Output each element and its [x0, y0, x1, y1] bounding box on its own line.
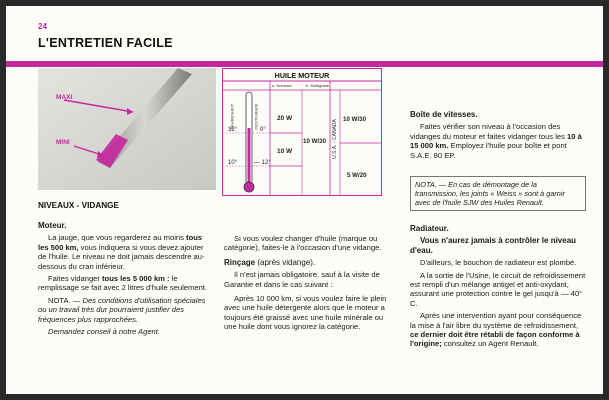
page-title: L'ENTRETIEN FACILE	[38, 36, 173, 50]
column-3-lower	[410, 224, 586, 352]
table-title: HUILE MOTEUR	[274, 71, 330, 80]
rincage-paragraph-1: Il n'est jamais obligatoire, sauf à la visite de Garantie et dans le cas suivant :	[224, 270, 380, 289]
section-title: NIVEAUX - VIDANGE	[38, 201, 119, 210]
moteur-nota: NOTA. — Des conditions d'utilisation spéciales ou un travail très dur pourraient justifier des fréquences plus rapprochées.	[38, 295, 206, 324]
radiateur-emphasis: Vous n'aurez jamais à contrôler le niveau d'eau.	[410, 236, 577, 255]
col-centigrade: CENTIGRADE	[253, 103, 259, 130]
column-3	[410, 110, 586, 163]
change-oil-paragraph: Si vous voulez changer d'huile (marque ou catégorie), faites-le à l'occasion d'une vidange.	[224, 234, 382, 253]
maxi-label: MAXI	[56, 94, 73, 101]
dipstick-illustration	[38, 68, 216, 190]
column-2	[224, 234, 390, 335]
col-multigrade: b. Multigrade	[306, 83, 330, 88]
moteur-nota-end: Demandez conseil à notre Agent.	[48, 327, 161, 337]
temp-c-high: 0°	[260, 127, 266, 133]
moteur-paragraph-2: Faites vidanger tous les 5 000 km : le remplissage se fait avec 2 litres d'huile seulement.	[38, 274, 208, 293]
col-region: U.S.A. - CANADA	[332, 119, 338, 159]
grade-5w20-usa: 5 W/20	[347, 172, 367, 179]
moteur-heading: Moteur.	[38, 221, 67, 230]
radiateur-paragraph-1: D'ailleurs, le bouchon de radiateur est plombé.	[420, 258, 577, 268]
temp-f-low: 10°	[228, 160, 238, 166]
radiateur-paragraph-2: A la sortie de l'Usine, le circuit de refroidissement est rempli d'un mélange antigel et anti-oxydant, assurant une protection contre le gel jusqu'à — 40° C.	[410, 270, 586, 308]
title-band	[6, 61, 603, 67]
rincage-paragraph-2: Après 10 000 km, si vous voulez faire le plein avec une huile détergente alors que le moteur a toujours été graissé avec une huile minérale ou une huile dont vous ignorez la catégorie.	[224, 294, 387, 332]
mini-label: MINI	[56, 139, 70, 146]
boite-heading: Boîte de vitesses.	[410, 110, 478, 119]
rincage-heading: Rinçage (après vidange).	[224, 257, 316, 267]
grade-10w30-usa: 10 W/30	[343, 116, 367, 123]
page-number: 24	[38, 22, 47, 31]
moteur-paragraph-1: La jauge, que vous regarderez au moins tous les 500 km, vous indiquera si vous devez ajouter de l'huile. Le niveau ne doit jamais descendre au-dessous du cran inférieur.	[38, 233, 205, 271]
temp-f-high: 32°	[228, 127, 238, 133]
temp-c-low: — 12°	[254, 160, 271, 166]
col-normale: a. Normale	[272, 83, 292, 88]
grade-10w30-multi: 10 W/30	[303, 138, 327, 145]
oil-table	[222, 68, 382, 196]
grade-10w: 10 W	[277, 148, 293, 155]
radiateur-heading: Radiateur.	[410, 224, 449, 233]
boite-paragraph: Faites vérifier son niveau à l'occasion des vidanges du moteur et faites vidanger tous les 10 à 15 000 km. Employez l'huile pour boîte et pont S.A.E. 80 EP.	[410, 122, 582, 160]
grade-20w: 20 W	[277, 115, 293, 122]
dipstick-photo	[38, 68, 216, 190]
column-1	[38, 221, 210, 339]
document-page	[6, 6, 603, 394]
nota-box: NOTA. — En cas de démontage de la transmission, les joints « Weiss » sont à garnir avec de l'huile SJW des Huiles Renault.	[410, 176, 586, 211]
radiateur-paragraph-3: Après une intervention ayant pour conséquence la mise à l'air libre du système de refroidissement, ce dernier doit être rétabli de façon conforme à l'origine; consultez un Agent Renault.	[410, 311, 582, 349]
col-fahrenheit: FAHRENHEIT	[229, 103, 235, 130]
